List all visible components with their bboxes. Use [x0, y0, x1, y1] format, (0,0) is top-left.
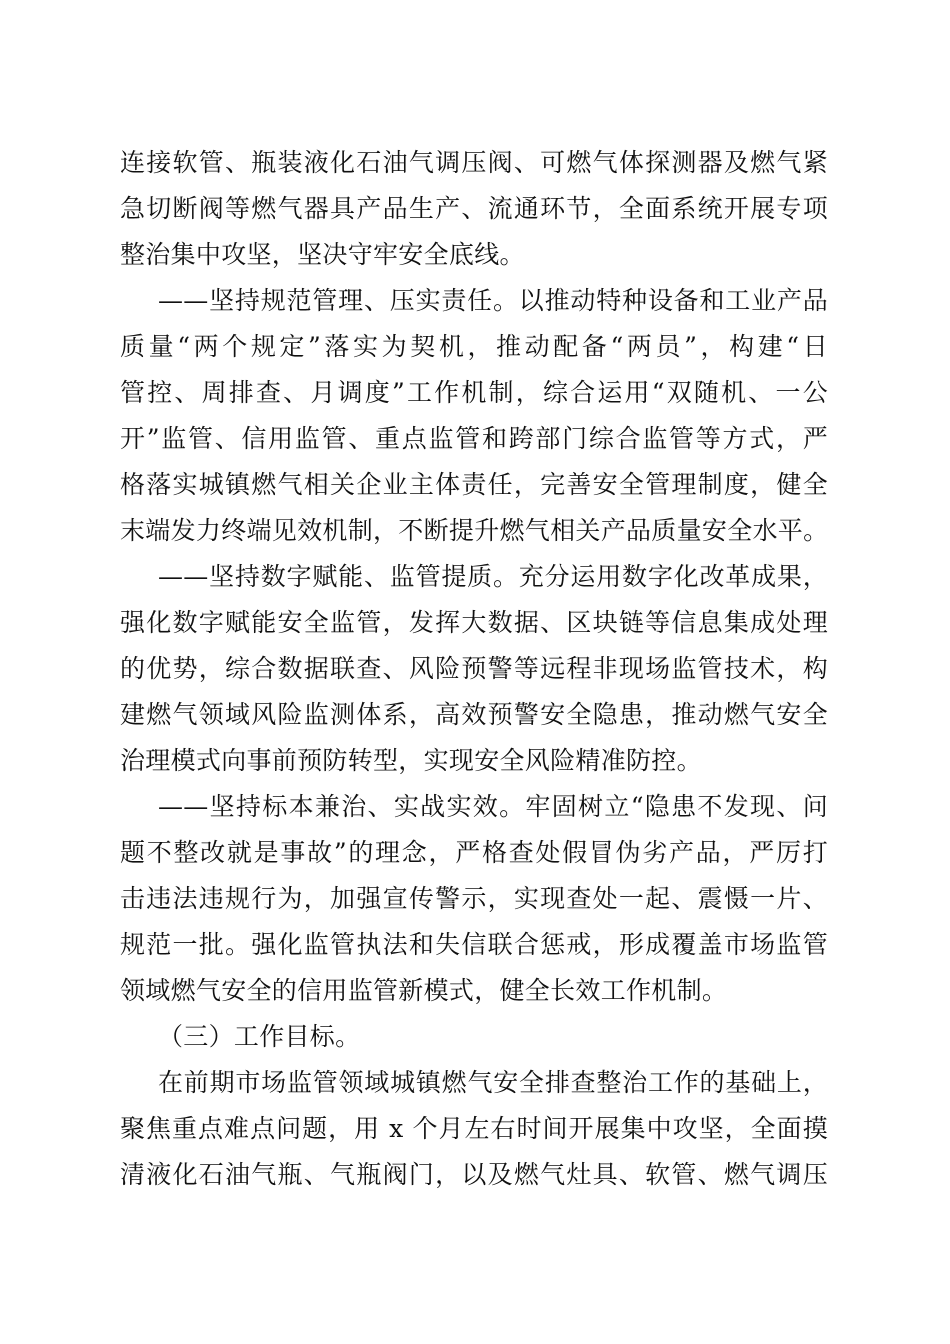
text-line: 管控、周排查、月调度”工作机制，综合运用“双随机、一公 — [120, 378, 828, 407]
text-line: 治理模式向事前预防转型，实现安全风险精准防控。 — [120, 746, 702, 775]
text-line: 末端发力终端见效机制，不断提升燃气相关产品质量安全水平。 — [120, 516, 829, 545]
paragraph-start-line: ——坚持数字赋能、监管提质。充分运用数字化改革成果， — [158, 562, 828, 591]
text-line: 题不整改就是事故”的理念，严格查处假冒伪劣产品，严厉打 — [120, 838, 828, 867]
text-line: 强化数字赋能安全监管，发挥大数据、区块链等信息集成处理 — [120, 608, 828, 637]
text-line: 格落实城镇燃气相关企业主体责任，完善安全管理制度，健全 — [120, 470, 828, 499]
text-line: 规范一批。强化监管执法和失信联合惩戒，形成覆盖市场监管 — [120, 930, 828, 959]
text-line: 整治集中攻坚，坚决守牢安全底线。 — [120, 240, 525, 269]
paragraph-start-line: ——坚持标本兼治、实战实效。牢固树立“隐患不发现、问 — [158, 792, 828, 821]
paragraph-start-line: 在前期市场监管领域城镇燃气安全排查整治工作的基础上， — [158, 1068, 828, 1097]
text-line: 领域燃气安全的信用监管新模式，健全长效工作机制。 — [120, 976, 728, 1005]
text-line: 建燃气领域风险监测体系，高效预警安全隐患，推动燃气安全 — [120, 700, 828, 729]
section-heading: （三）工作目标。 — [158, 1022, 361, 1051]
text-line: 质量“两个规定”落实为契机，推动配备“两员”，构建“日 — [120, 332, 828, 361]
paragraph-start-line: ——坚持规范管理、压实责任。以推动特种设备和工业产品 — [158, 286, 828, 315]
text-line: 开”监管、信用监管、重点监管和跨部门综合监管等方式，严 — [120, 424, 828, 453]
text-line: 的优势，综合数据联查、风险预警等远程非现场监管技术，构 — [120, 654, 828, 683]
text-line: 击违法违规行为，加强宣传警示，实现查处一起、震慑一片、 — [120, 884, 828, 913]
text-line: 聚焦重点难点问题，用 x 个月左右时间开展集中攻坚，全面摸 — [120, 1114, 828, 1143]
text-line: 清液化石油气瓶、气瓶阀门，以及燃气灶具、软管、燃气调压 — [120, 1160, 828, 1189]
text-line: 急切断阀等燃气器具产品生产、流通环节，全面系统开展专项 — [120, 194, 828, 223]
document-body — [120, 140, 828, 1198]
text-line: 连接软管、瓶装液化石油气调压阀、可燃气体探测器及燃气紧 — [120, 148, 828, 177]
